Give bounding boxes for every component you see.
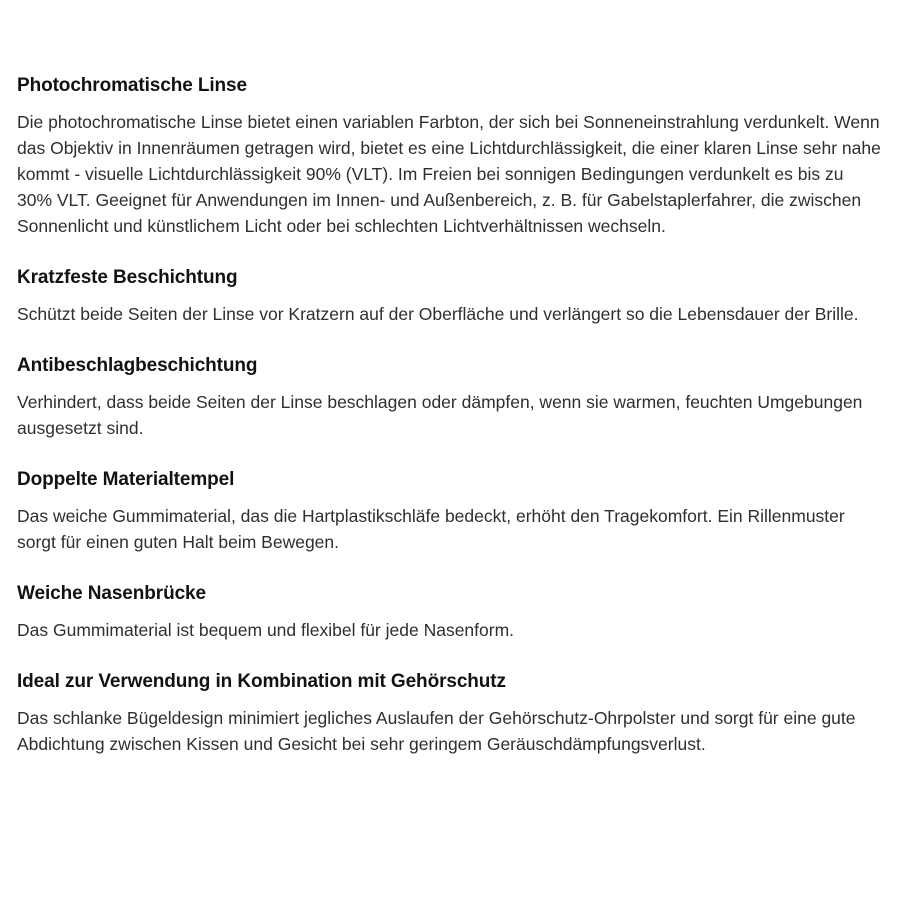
feature-description: Das schlanke Bügeldesign minimiert jegliches Auslaufen der Gehörschutz-Ohrpolster und sorgt für eine gute Abdichtung zwischen Kissen und Gesicht bei sehr geringem Geräuschdämpfungsverlust. <box>17 708 856 754</box>
feature-section-hearing-protection-compatible <box>17 669 883 757</box>
feature-heading: Kratzfeste Beschichtung <box>17 267 238 288</box>
feature-description: Schützt beide Seiten der Linse vor Kratzern auf der Oberfläche und verlängert so die Lebensdauer der Brille. <box>17 304 859 324</box>
feature-description: Die photochromatische Linse bietet einen variablen Farbton, der sich bei Sonneneinstrahlung verdunkelt. Wenn das Objektiv in Innenräumen getragen wird, bietet es eine Lichtdurchlässigkeit, die einer klaren Linse sehr nahe kommt - visuelle Lichtdurchlässigkeit 90% (VLT). Im Freien bei sonnigen Bedingungen verdunkelt es bis zu 30% VLT. Geeignet für Anwendungen im Innen- und Außenbereich, z. B. für Gabelstaplerfahrer, die zwischen Sonnenlicht und künstlichem Licht oder bei schlechten Lichtverhältnissen wechseln. <box>17 112 881 236</box>
feature-section-anti-fog-coating <box>17 353 883 441</box>
feature-section-scratch-resistant-coating <box>17 265 883 327</box>
feature-heading: Antibeschlagbeschichtung <box>17 355 258 376</box>
feature-heading: Ideal zur Verwendung in Kombination mit Gehörschutz <box>17 671 506 692</box>
feature-section-soft-nose-bridge <box>17 581 883 643</box>
feature-section-dual-material-temples <box>17 467 883 555</box>
feature-description: Verhindert, dass beide Seiten der Linse beschlagen oder dämpfen, wenn sie warmen, feuchten Umgebungen ausgesetzt sind. <box>17 392 863 438</box>
feature-section-photochromatic-lens <box>17 73 883 239</box>
feature-heading: Weiche Nasenbrücke <box>17 583 206 604</box>
feature-description: Das Gummimaterial ist bequem und flexibel für jede Nasenform. <box>17 620 515 640</box>
feature-heading: Photochromatische Linse <box>17 75 247 96</box>
feature-heading: Doppelte Materialtempel <box>17 469 235 490</box>
feature-description: Das weiche Gummimaterial, das die Hartplastikschläfe bedeckt, erhöht den Tragekomfort. Ein Rillenmuster sorgt für einen guten Halt beim Bewegen. <box>17 506 845 552</box>
